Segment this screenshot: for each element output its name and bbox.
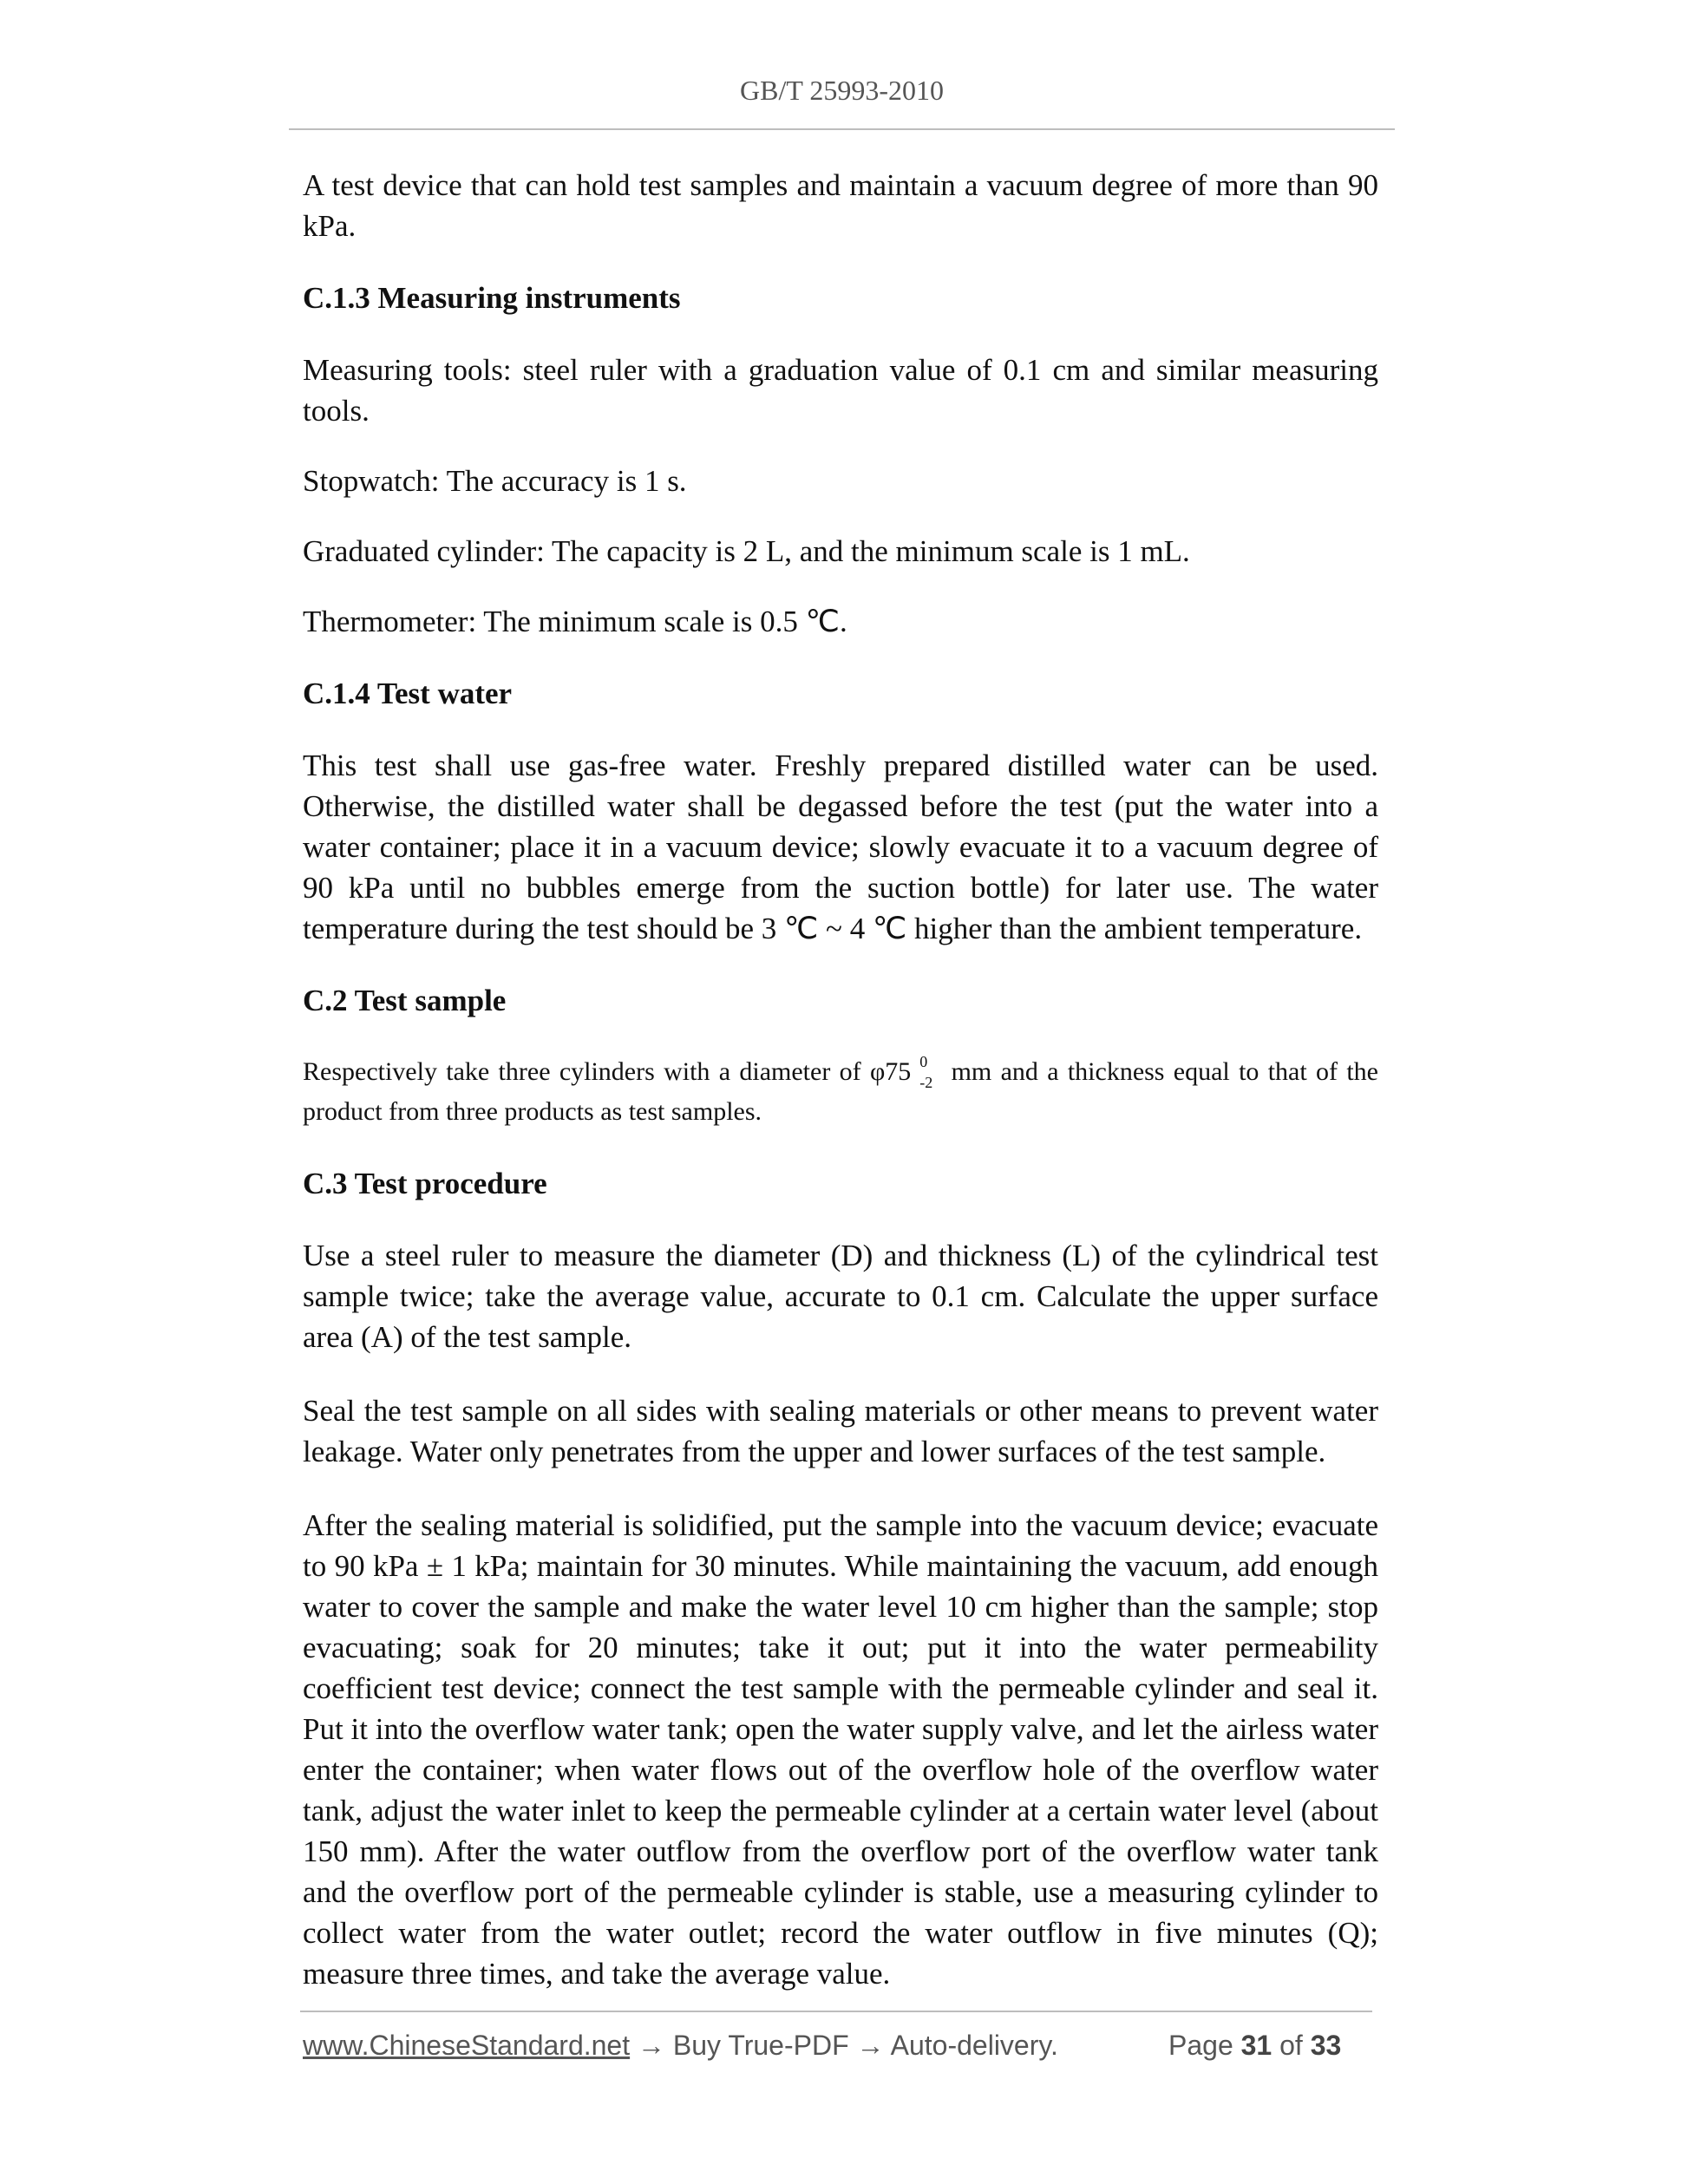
tolerance-lower: -2 [919, 1074, 933, 1092]
tolerance-upper: 0 [919, 1053, 928, 1071]
stopwatch-paragraph: Stopwatch: The accuracy is 1 s. [303, 464, 687, 498]
cylinder-paragraph: Graduated cylinder: The capacity is 2 L, and the minimum scale is 1 mL. [303, 534, 1190, 568]
header-divider [289, 128, 1395, 130]
arrow-right-icon: → [848, 2030, 891, 2061]
auto-delivery-text: Auto-delivery. [890, 2030, 1058, 2061]
diameter-tolerance [911, 1053, 942, 1092]
arrow-right-icon: → [630, 2030, 673, 2061]
page-number [1168, 2030, 1341, 2062]
page-content [303, 165, 1378, 1994]
seal-paragraph: Seal the test sample on all sides with sealing materials or other means to prevent water leakage. Water only penetrates from the upper and lower surfaces of the test sample. [303, 1394, 1378, 1468]
sample-text-after: mm and a thickness equal to that of the product from three products as test samples. [303, 1057, 1378, 1126]
intro-paragraph: A test device that can hold test samples and maintain a vacuum degree of more than 90 kPa. [303, 168, 1378, 243]
current-page: 31 [1240, 2030, 1273, 2061]
page-footer [303, 2030, 1375, 2062]
section-heading-c13: C.1.3 Measuring instruments [303, 281, 681, 315]
of-label: of [1279, 2030, 1303, 2061]
water-paragraph: This test shall use gas-free water. Freshly prepared distilled water can be used. Otherwise, the distilled water shall be degassed before the test (put the water into a water container; place it in a vacuum device; slowly evacuate it to a vacuum degree of 90 kPa until no bubbles emerge from the suction bottle) for later use. The water temperature during the test should be 3 ℃ ~ 4 ℃ higher than the ambient temperature. [303, 749, 1378, 945]
page-label: Page [1168, 2030, 1233, 2061]
page-header: GB/T 25993-2010 [740, 75, 944, 106]
website-link[interactable]: www.ChineseStandard.net [303, 2030, 631, 2061]
procedure-paragraph: After the sealing material is solidified, put the sample into the vacuum device; evacuate to 90 kPa ± 1 kPa; maintain for 30 minutes. While maintaining the vacuum, add enough water to cover the sample and make the water level 10 cm higher than the sample; stop evacuating; soak for 20 minutes; take it out; put it into the water permeability coefficient test device; connect the test sample with the permeable cylinder and seal it. Put it into the overflow water tank; open the water supply valve, and let the airless water enter the container; when water flows out of the overflow hole of the overflow water tank, adjust the water inlet to keep the permeable cylinder at a certain water level (about 150 mm). After the water outflow from the overflow port of the overflow water tank and the overflow port of the permeable cylinder is stable, use a measuring cylinder to collect water from the water outlet; record the water outflow in five minutes (Q); measure three times, and take the average value. [303, 1508, 1378, 1991]
tools-paragraph: Measuring tools: steel ruler with a graduation value of 0.1 cm and similar measuring tools. [303, 353, 1378, 428]
section-heading-c14: C.1.4 Test water [303, 677, 513, 710]
section-heading-c3: C.3 Test procedure [303, 1167, 547, 1200]
sample-paragraph [303, 1052, 1378, 1132]
total-pages: 33 [1310, 2030, 1342, 2061]
sample-text-before: Respectively take three cylinders with a diameter of φ75 [303, 1057, 912, 1086]
footer-divider [300, 2011, 1372, 2012]
thermometer-paragraph: Thermometer: The minimum scale is 0.5 ℃. [303, 605, 847, 638]
buy-pdf-text: Buy True-PDF [672, 2030, 849, 2061]
measure-paragraph: Use a steel ruler to measure the diameter (D) and thickness (L) of the cylindrical test sample twice; take the average value, accurate to 0.1 cm. Calculate the upper surface area (A) of the test sample. [303, 1239, 1378, 1354]
section-heading-c2: C.2 Test sample [303, 984, 507, 1017]
